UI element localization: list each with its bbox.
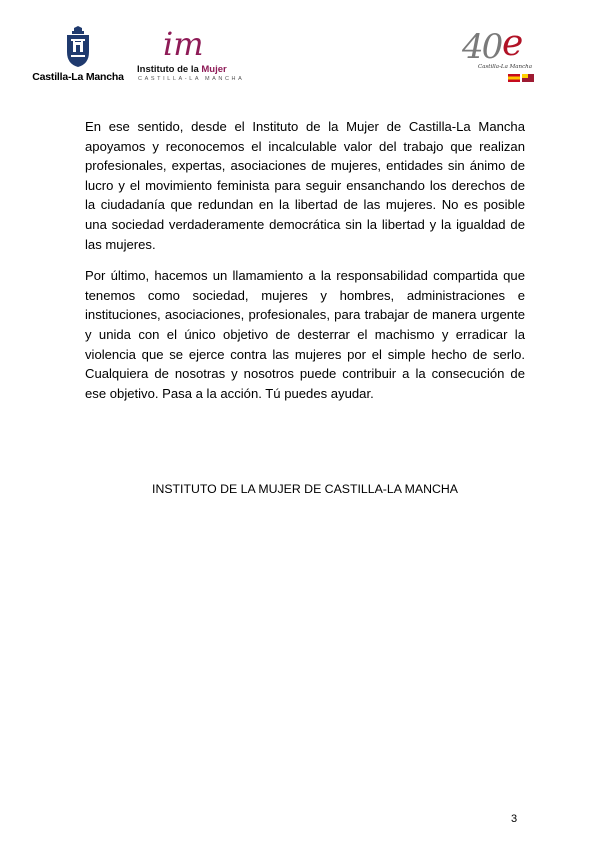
instituto-title-accent: Mujer [201,64,227,75]
document-body [85,117,525,415]
page-header [0,0,595,100]
instituto-title-prefix: Instituto de la [137,64,202,75]
instituto-title [137,64,227,75]
instituto-subtitle: CASTILLA-LA MANCHA [138,76,245,82]
forty-letter: e [502,23,524,64]
paragraph-call-to-action: Por último, hacemos un llamamiento a la responsabilidad compartida que tenemos como sociedad, mujeres y hombres, administraciones e instituciones, asociaciones, profesionales, para trabajar de manera urgente y unida con el único objetivo de desterrar el machismo y erradicar la violencia que se ejerce contra las mujeres por el simple hecho de serlo. Cualquiera de nosotras y nosotros puede contribuir a la consecución de ese objetivo. Pasa a la acción. Tú puedes ayudar. [85,268,525,401]
coat-of-arms-icon [64,26,92,68]
forty-number: 40 [462,27,502,67]
instituto-mark: im [163,25,204,63]
paragraph-support: En ese sentido, desde el Instituto de la Mujer de Castilla-La Mancha apoyamos y reconocemos el incalculable valor del trabajo que realizan profesionales, expertas, asociaciones de mujeres, entidades sin ánimo de lucro y el movimiento feminista para seguir ensanchando los derechos de la ciudadanía que redundan en la libertad de las mujeres. No es posible una sociedad verdaderamente democrática sin la libertad y la igualdad de las mujeres. [85,119,525,252]
forty-anniversary-logo [462,23,547,90]
page-number: 3 [511,813,518,825]
castilla-la-mancha-logo [30,26,126,86]
forty-script-text: Castilla-La Mancha [478,64,532,70]
instituto-de-la-mujer-logo [137,25,245,89]
castilla-la-mancha-logo-text: Castilla-La Mancha [32,71,124,83]
flags-icon [508,72,538,84]
document-signature: INSTITUTO DE LA MUJER DE CASTILLA-LA MANCHA [152,482,458,496]
